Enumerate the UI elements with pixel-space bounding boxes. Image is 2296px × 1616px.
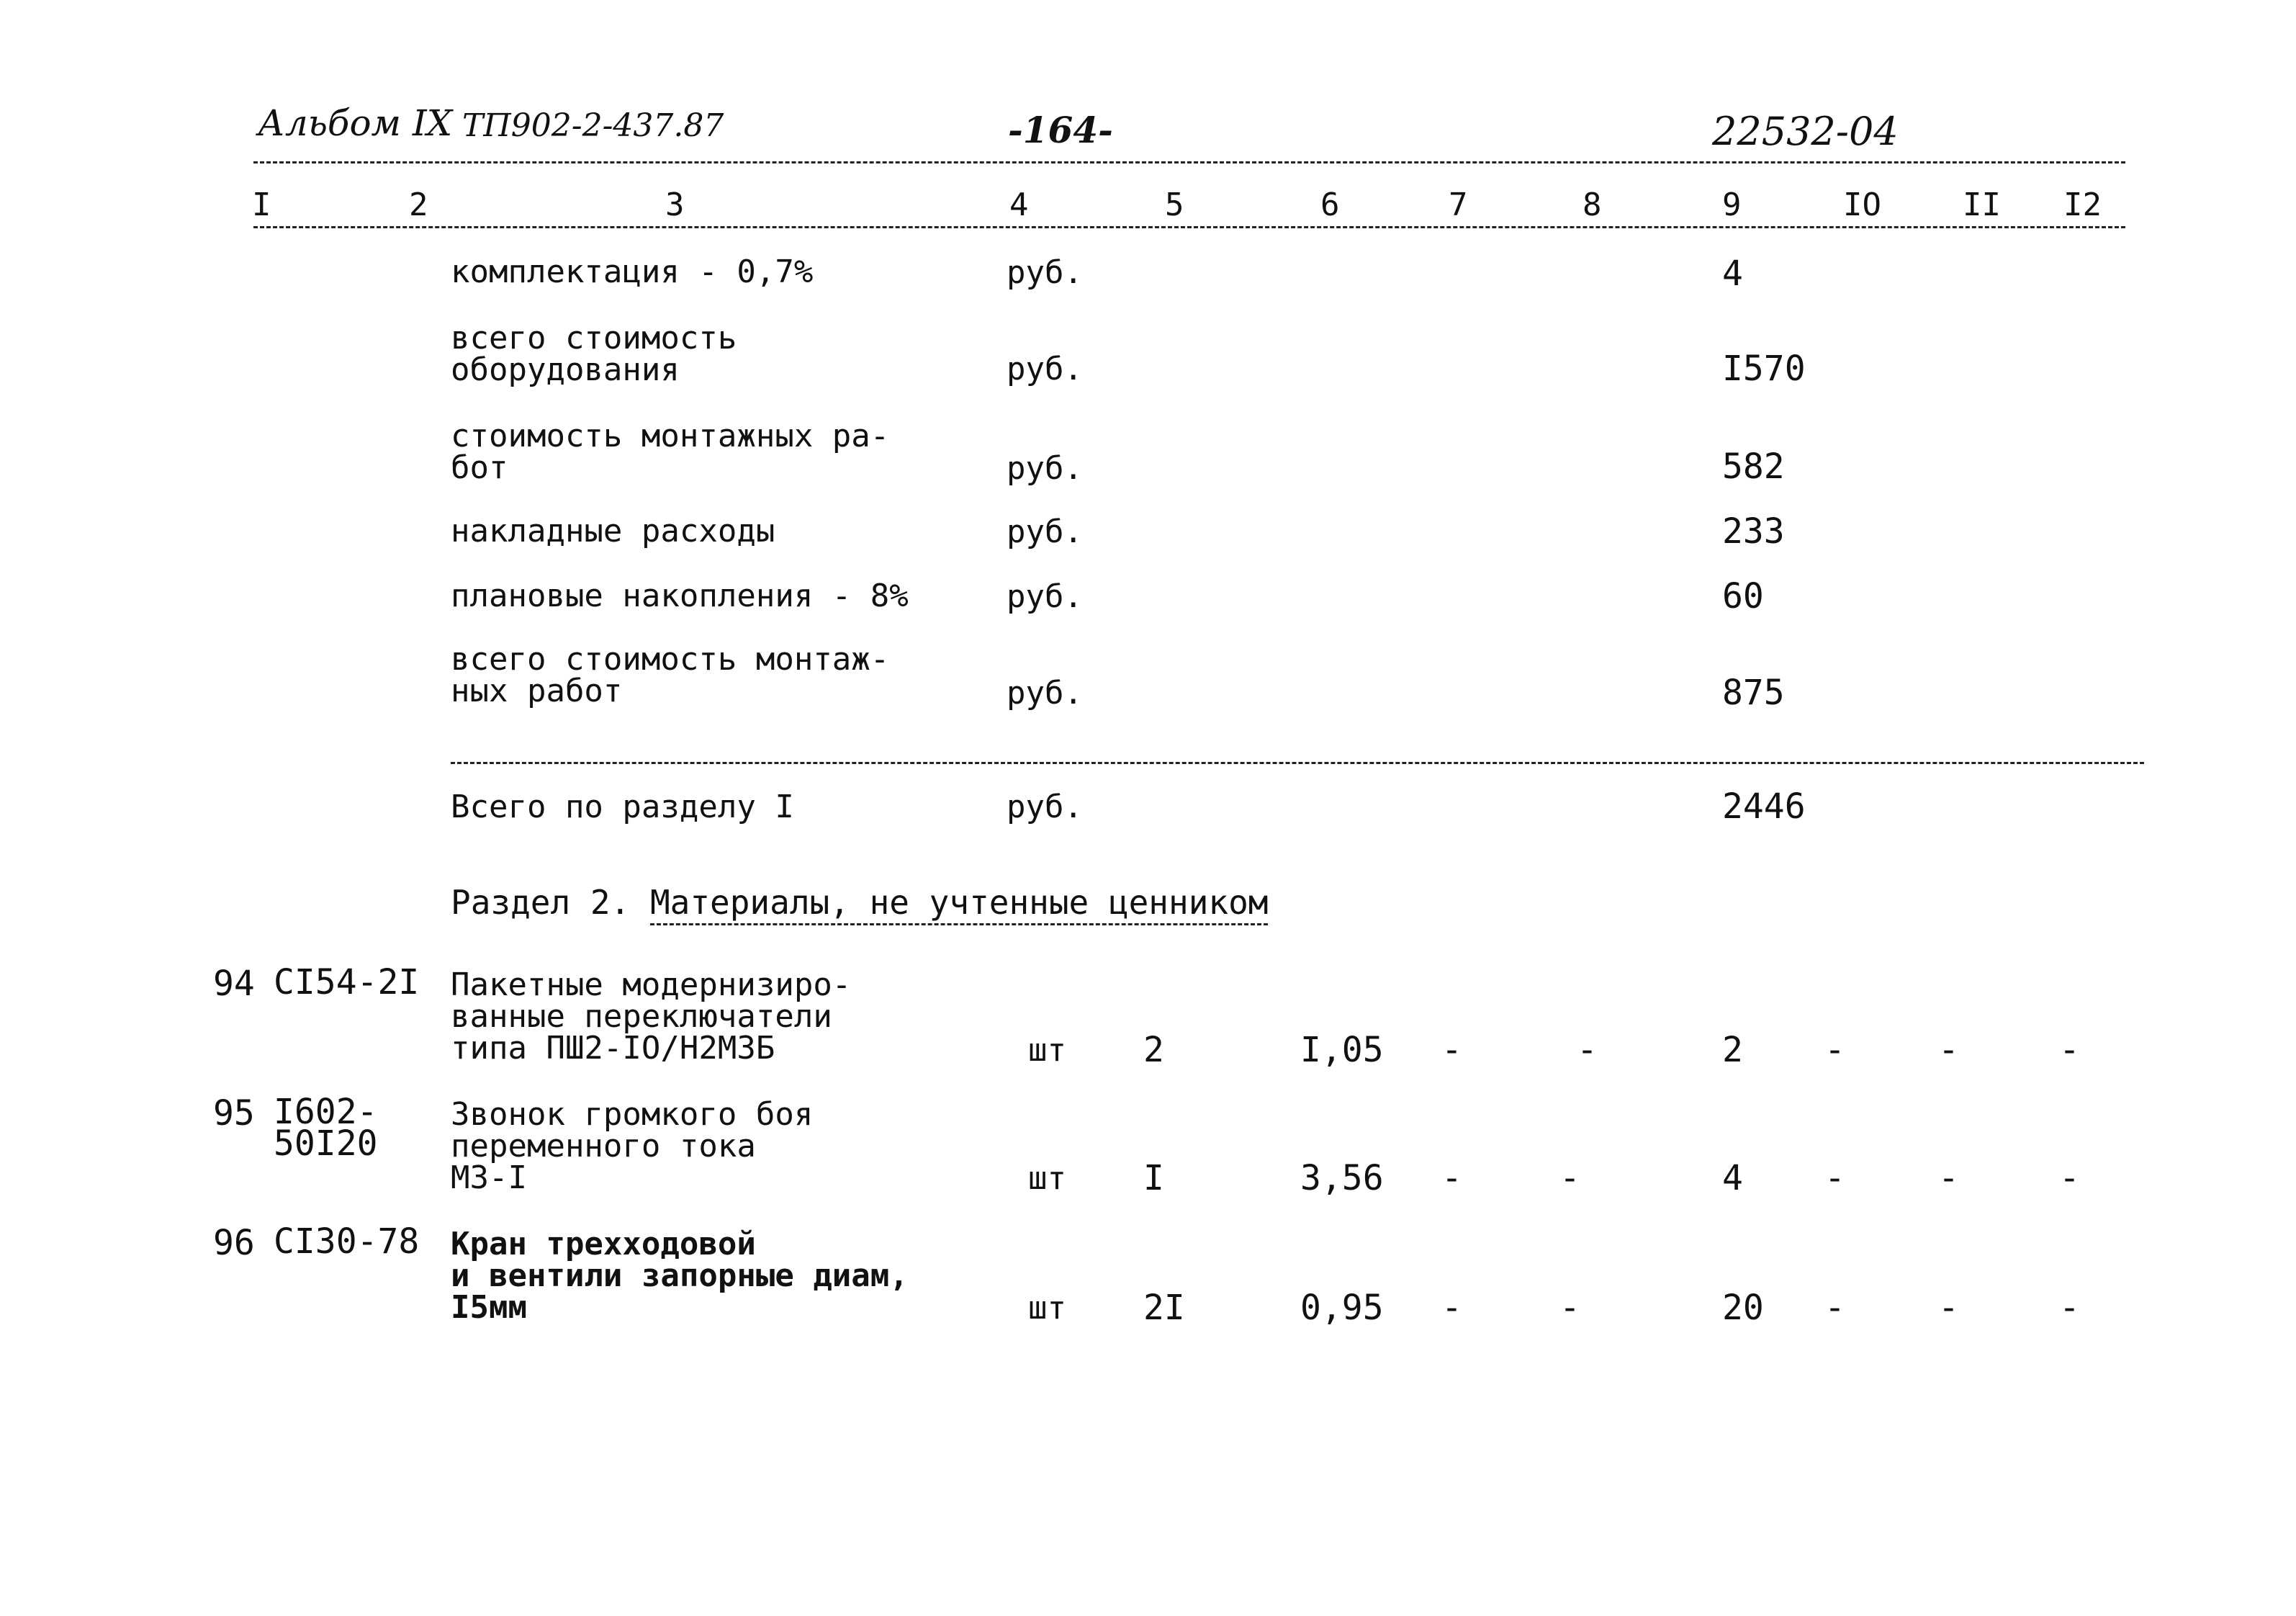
item-col8: - bbox=[1559, 1158, 1580, 1198]
item-col12: - bbox=[2059, 1288, 2080, 1328]
section-heading bbox=[451, 883, 1269, 922]
summary-value: 582 bbox=[1722, 446, 1785, 487]
col-header-2: 2 bbox=[409, 187, 428, 223]
summary-value: 233 bbox=[1722, 511, 1785, 552]
summary-unit: руб. bbox=[1007, 450, 1083, 487]
item-quantity: 2I bbox=[1143, 1288, 1185, 1328]
page-number: -164- bbox=[1008, 109, 1113, 151]
section-title: Материалы, не учтенные ценником bbox=[650, 883, 1269, 925]
item-number: 94 bbox=[213, 964, 255, 1004]
col-header-8: 8 bbox=[1583, 187, 1602, 223]
item-col11: - bbox=[1938, 1030, 1959, 1070]
total-separator bbox=[451, 762, 2144, 764]
summary-value: 60 bbox=[1722, 576, 1764, 616]
item-col10: - bbox=[1824, 1158, 1845, 1198]
item-number: 96 bbox=[213, 1223, 255, 1263]
item-col9: 4 bbox=[1722, 1158, 1743, 1198]
document-code: 22532-04 bbox=[1712, 109, 1899, 154]
project-code: ТП902-2-437.87 bbox=[462, 107, 724, 144]
item-col11: - bbox=[1938, 1288, 1959, 1328]
item-quantity: 2 bbox=[1143, 1030, 1164, 1070]
item-code: I602- 50I20 bbox=[274, 1092, 378, 1164]
col-header-4: 4 bbox=[1009, 187, 1029, 223]
item-col8: - bbox=[1559, 1288, 1580, 1328]
col-header-5: 5 bbox=[1165, 187, 1184, 223]
item-description: Кран трехходовой и вентили запорные диам, I5мм bbox=[451, 1226, 909, 1326]
col-header-6: 6 bbox=[1320, 187, 1340, 223]
summary-label: всего стоимость монтаж- ных работ bbox=[451, 641, 890, 709]
item-price: 3,56 bbox=[1300, 1158, 1384, 1198]
item-col11: - bbox=[1938, 1158, 1959, 1198]
summary-unit: руб. bbox=[1007, 578, 1083, 615]
section-prefix: Раздел 2. bbox=[451, 883, 631, 922]
summary-unit: руб. bbox=[1007, 513, 1083, 550]
album-label: Альбом IX bbox=[258, 102, 453, 144]
summary-unit: руб. bbox=[1007, 675, 1083, 712]
col-header-9: 9 bbox=[1722, 187, 1742, 223]
col-header-12: I2 bbox=[2063, 187, 2102, 223]
item-col8: - bbox=[1577, 1030, 1598, 1070]
item-unit: шт bbox=[1028, 1290, 1066, 1327]
col-header-7: 7 bbox=[1449, 187, 1468, 223]
header-rule-bottom bbox=[253, 226, 2125, 228]
summary-value: 4 bbox=[1722, 253, 1743, 294]
item-description: Звонок громкого боя переменного тока МЗ-I bbox=[451, 1096, 814, 1196]
item-code: CI30-78 bbox=[274, 1221, 420, 1262]
item-col12: - bbox=[2059, 1030, 2080, 1070]
item-unit: шт bbox=[1028, 1160, 1066, 1197]
summary-unit: руб. bbox=[1007, 351, 1083, 387]
summary-label: накладные расходы bbox=[451, 513, 775, 549]
item-price: 0,95 bbox=[1300, 1288, 1384, 1328]
col-header-10: IO bbox=[1843, 187, 1881, 223]
header-rule-top bbox=[253, 161, 2125, 163]
total-unit: руб. bbox=[1007, 789, 1083, 825]
col-header-11: II bbox=[1963, 187, 2001, 223]
item-col10: - bbox=[1824, 1030, 1845, 1070]
summary-label: стоимость монтажных ра- бот bbox=[451, 418, 890, 486]
item-col9: 2 bbox=[1722, 1030, 1743, 1070]
item-number: 95 bbox=[213, 1093, 255, 1134]
total-label: Всего по разделу I bbox=[451, 789, 794, 825]
item-description: Пакетные модернизиро- ванные переключатели типа ПШ2-IO/Н2М3Б bbox=[451, 966, 852, 1067]
item-quantity: I bbox=[1143, 1158, 1164, 1198]
summary-value: I570 bbox=[1722, 349, 1806, 389]
summary-label: плановые накопления - 8% bbox=[451, 578, 909, 614]
item-col7: - bbox=[1441, 1158, 1462, 1198]
summary-label: всего стоимость оборудования bbox=[451, 320, 737, 388]
item-col7: - bbox=[1441, 1030, 1462, 1070]
summary-value: 875 bbox=[1722, 673, 1785, 713]
item-col7: - bbox=[1441, 1288, 1462, 1328]
summary-unit: руб. bbox=[1007, 254, 1083, 291]
item-unit: шт bbox=[1028, 1032, 1066, 1069]
item-code: CI54-2I bbox=[274, 962, 420, 1002]
col-header-3: 3 bbox=[665, 187, 685, 223]
item-col12: - bbox=[2059, 1158, 2080, 1198]
item-col10: - bbox=[1824, 1288, 1845, 1328]
total-value: 2446 bbox=[1722, 786, 1806, 827]
col-header-1: I bbox=[252, 187, 271, 223]
summary-label: комплектация - 0,7% bbox=[451, 253, 814, 290]
item-col9: 20 bbox=[1722, 1288, 1764, 1328]
item-price: I,05 bbox=[1300, 1030, 1384, 1070]
